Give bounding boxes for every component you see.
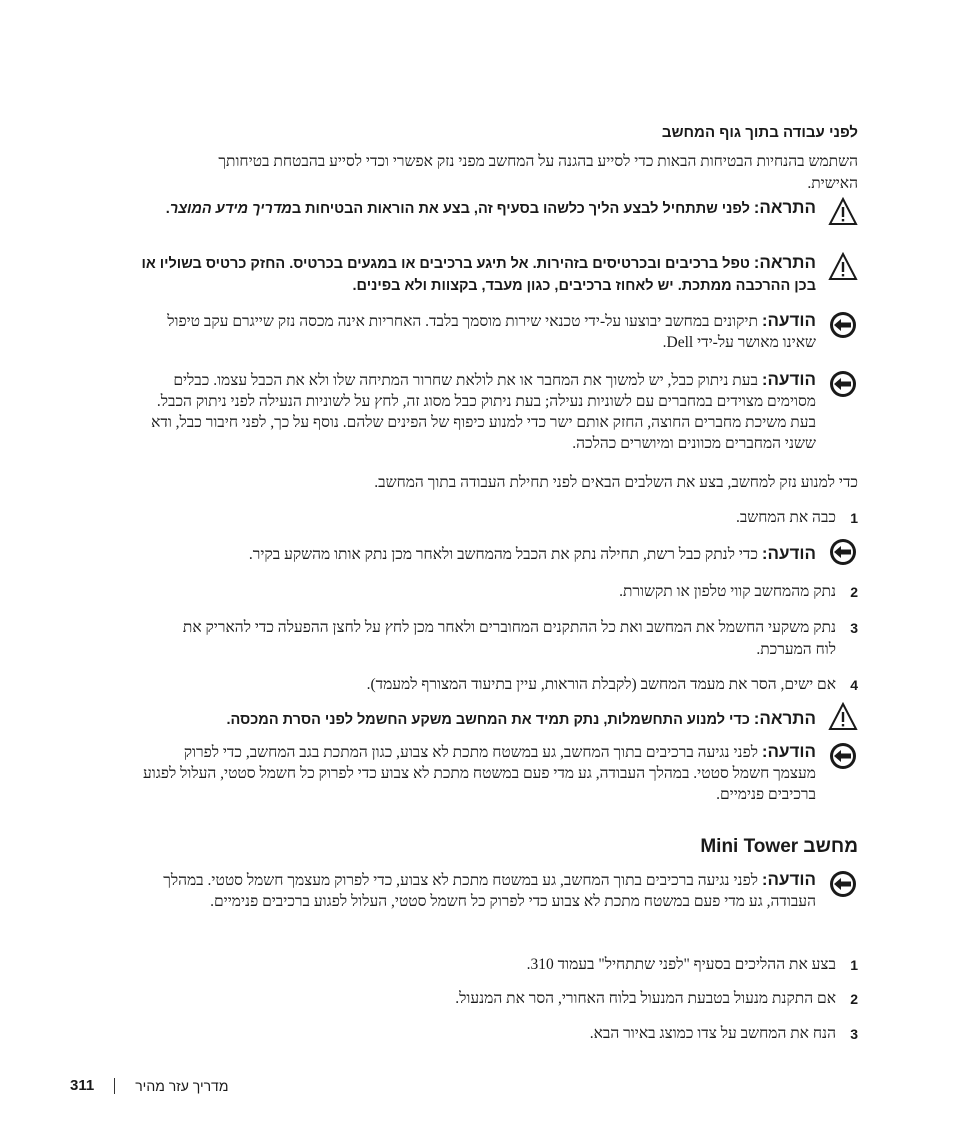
arrow-left-circle-icon — [828, 310, 858, 340]
caution-callout — [138, 252, 858, 297]
warning-triangle-icon — [828, 252, 858, 282]
notice-callout — [138, 741, 858, 805]
caution-label: התראה: — [753, 253, 816, 272]
notice-callout — [138, 369, 858, 454]
arrow-left-circle-icon — [828, 869, 858, 899]
step-item — [138, 1023, 858, 1045]
step-number: 2 — [850, 991, 858, 1007]
notice-text: לפני נגיעה ברכיבים בתוך המחשב, גע במשטח מתכת לא צבוע, כגון המתכת בגב המחשב, כדי לפרוק מעצמך חשמל סטטי. במהלך העבודה, גע מדי פעם במשטח מתכת לא צבוע כדי לפרוק כל חשמל סטטי, העלול לפגוע ברכיבים פנימיים. — [143, 744, 816, 803]
caution-text: טפל ברכיבים ובכרטיסים בזהירות. אל תיגע ברכיבים או במגעים בכרטיס. החזק כרטיס בשוליו או בכן ההרכבה ממתכת. יש לאחוז ברכיבים, כגון מעבד, בקצוות ולא בפינים. — [141, 256, 816, 294]
step-text: נתק משקעי החשמל את המחשב ואת כל ההתקנים המחוברים ולאחר מכן לחץ על לחצן ההפעלה כדי להאריק את לוח המערכת. — [182, 619, 836, 658]
step-text: נתק מהמחשב קווי טלפון או תקשורת. — [619, 583, 836, 600]
step-item — [138, 674, 858, 696]
notice-text: בעת ניתוק כבל, יש למשוך את המחבר או את לולאת שחרור המתיחה שלו ולא את הכבל עצמו. כבלים מסוימים מצוידים במחברים עם לשוניות נעילה; בעת ניתוק כבל מסוג זה, לחץ על לשוניות הנעילה לפני ניתוק הכבל. בעת משיכת מחברים החוצה, החזק אותם ישר כדי למנוע כיפוף של הפינים שלהם. נוסף על כך, לפני חיבור כבל, ודא ששני המחברים מכוונים ומיושרים כהלכה. — [151, 372, 816, 452]
caution-text: לפני שתתחיל לבצע הליך כלשהו בסעיף זה, בצע את הוראות הבטיחות במדריך מידע המוצר. — [165, 201, 750, 217]
notice-callout — [138, 310, 858, 353]
caution-label: התראה: — [753, 709, 816, 728]
step-item — [138, 988, 858, 1010]
page-number: 311 — [70, 1077, 95, 1094]
arrow-left-circle-icon — [828, 537, 858, 567]
page-footer — [70, 1077, 228, 1094]
caution-italic: מדריך מידע המוצר — [169, 201, 292, 217]
step-number: 4 — [850, 677, 858, 693]
notice-text: תיקונים במחשב יבוצעו על-ידי טכנאי שירות מוסמך בלבד. האחריות אינה מכסה נזק שייגרם עקב טיפול שאינו מאושר על-ידי Dell. — [167, 313, 816, 351]
step-text: אם התקנת מנעול בטבעת המנעול בלוח האחורי, הסר את המנעול. — [455, 990, 836, 1007]
step-number: 3 — [850, 620, 858, 636]
notice-label: הודעה: — [761, 370, 816, 389]
section-heading: לפני עבודה בתוך גוף המחשב — [661, 124, 858, 141]
notice-label: הודעה: — [761, 544, 816, 563]
pre-steps-paragraph: כדי למנוע נזק למחשב, בצע את השלבים הבאים לפני תחילת העבודה בתוך המחשב. — [374, 474, 858, 491]
footer-divider — [114, 1078, 115, 1094]
step-number: 1 — [850, 510, 858, 526]
caution-text: כדי למנוע התחשמלות, נתק תמיד את המחשב משקע החשמל לפני הסרת המכסה. — [226, 712, 750, 728]
intro-paragraph: השתמש בהנחיות הבטיחות הבאות כדי לסייע בהגנה על המחשב מפני נזק אפשרי וכדי לסייע בהבטחת בטיחותך האישית. — [218, 153, 858, 192]
notice-label: הודעה: — [761, 311, 816, 330]
warning-triangle-icon — [828, 702, 858, 732]
notice-label: הודעה: — [761, 870, 816, 889]
step-item — [138, 954, 858, 976]
notice-text: כדי לנתק כבל רשת, תחילה נתק את הכבל מהמחשב ולאחר מכן נתק אותו מהשקע בקיר. — [248, 546, 758, 563]
step-text: הנח את המחשב על צדו כמוצג באיור הבא. — [589, 1025, 836, 1042]
caution-callout — [138, 197, 858, 220]
step-text: כבה את המחשב. — [735, 509, 836, 526]
warning-triangle-icon — [828, 197, 858, 227]
caution-label: התראה: — [753, 198, 816, 217]
footer-title: מדריך עזר מהיר — [135, 1077, 229, 1094]
arrow-left-circle-icon — [828, 369, 858, 399]
notice-label: הודעה: — [761, 742, 816, 761]
notice-text: לפני נגיעה ברכיבים בתוך המחשב, גע במשטח מתכת לא צבוע, כדי לפרוק מעצמך חשמל סטטי. במהלך העבודה, גע מדי פעם במשטח מתכת לא צבוע כדי לפרוק כל חשמל סטטי, העלול לפגוע ברכיבים פנימיים. — [163, 872, 816, 910]
notice-callout — [138, 869, 858, 912]
step-number: 2 — [850, 584, 858, 600]
caution-callout — [138, 702, 858, 731]
section-title: מחשב Mini Tower — [700, 836, 858, 857]
step-item — [168, 617, 858, 661]
notice-callout — [138, 537, 858, 565]
step-text: בצע את ההליכים בסעיף "לפני שתתחיל" בעמוד 310. — [526, 956, 836, 973]
arrow-left-circle-icon — [828, 741, 858, 771]
step-number: 3 — [850, 1026, 858, 1042]
step-item — [138, 581, 858, 603]
step-number: 1 — [850, 957, 858, 973]
step-item — [138, 507, 858, 529]
step-text: אם ישים, הסר את מעמד המחשב (לקבלת הוראות, עיין בתיעוד המצורף למעמד). — [366, 676, 836, 693]
